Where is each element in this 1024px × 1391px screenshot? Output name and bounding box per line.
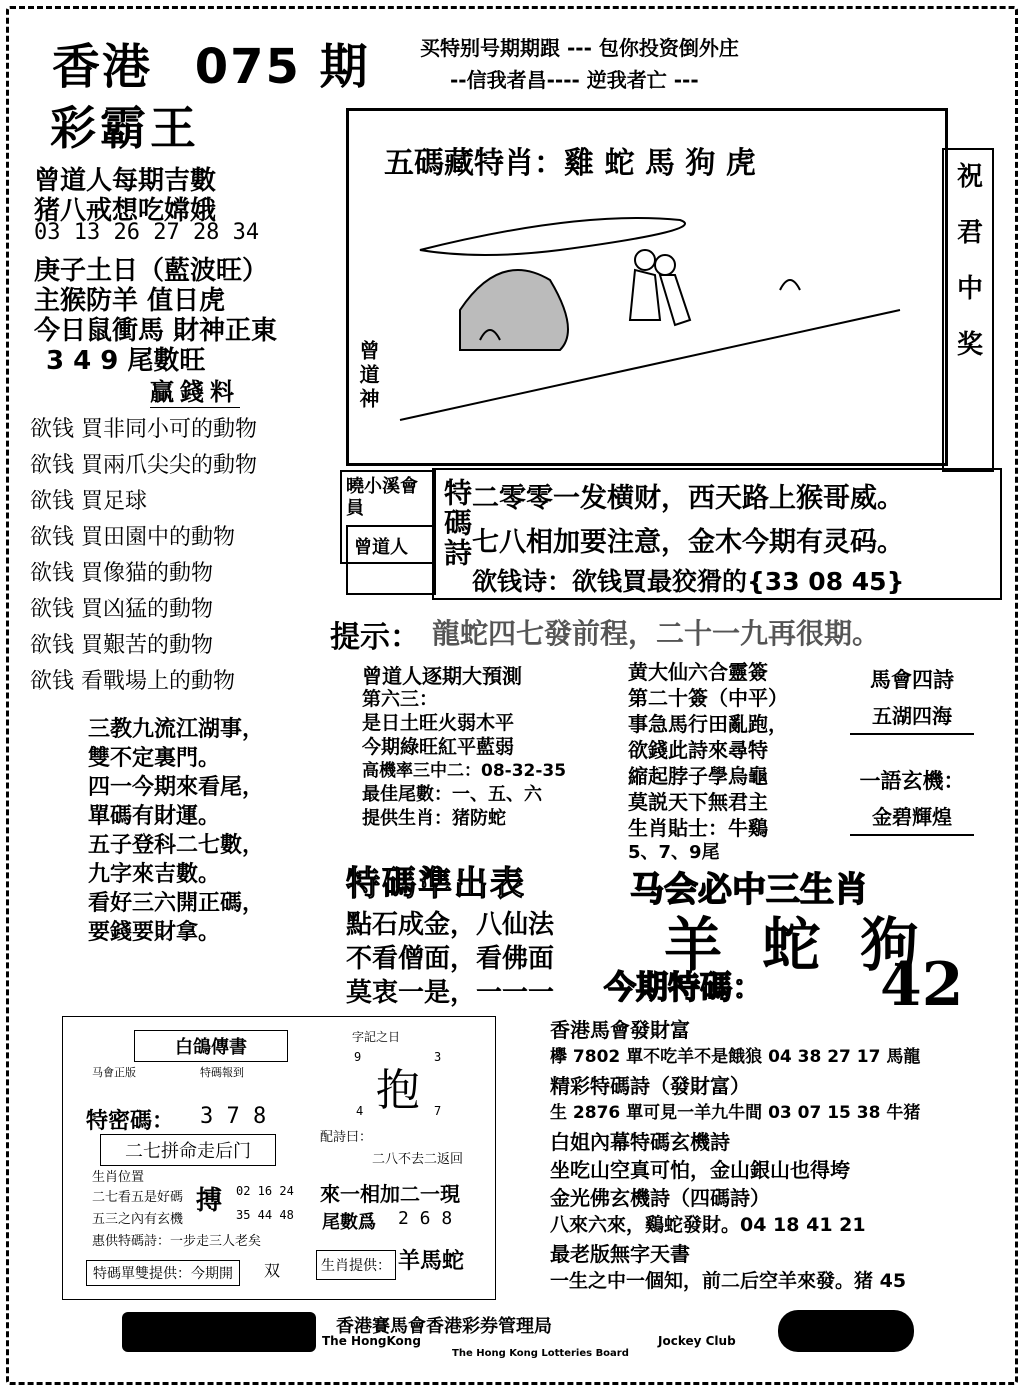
right-box — [850, 664, 974, 836]
issue-number: 075 — [194, 39, 301, 95]
huang-line: 事急馬行田亂跑， — [628, 712, 788, 736]
poem-label: 配詩曰： — [320, 1130, 373, 1145]
info-line: 今日鼠衝馬 財神正東 — [34, 316, 278, 346]
special-table-title: 特碼準出表 — [346, 864, 526, 904]
master-stamp — [346, 525, 436, 595]
side-vertical-box — [942, 148, 994, 472]
three-zodiac-title: 马会必中三生肖 — [630, 870, 868, 910]
riddle-item: 欲钱 買田園中的動物 — [30, 525, 235, 550]
fortune-line: 坐吃山空真可怕，金山銀山也得垮 — [550, 1158, 850, 1182]
jianghu-line: 雙不定裏門。 — [88, 746, 221, 771]
zodiac-value: 羊馬蛇 — [398, 1248, 465, 1274]
brand-title: 彩霸王 — [50, 101, 200, 155]
riddle-list — [30, 412, 257, 700]
fortune-line: 八來六來，鷄蛇發財。04 18 41 21 — [550, 1214, 866, 1236]
jianghu-line: 要錢要財拿。 — [88, 920, 221, 945]
info-line: 曾道人每期吉數 — [34, 166, 217, 196]
riddle-item: 欲钱 買像猫的動物 — [30, 561, 213, 586]
forecast-line: 高機率三中二：08-32-35 — [362, 761, 567, 781]
day-title: 字記之日 — [352, 1030, 401, 1044]
lucky-numbers: 03 13 26 27 28 34 — [34, 220, 260, 245]
hint-text: 龍蛇四七發前程，二十一九再很期。 — [432, 617, 881, 650]
zodiac-label: 生肖提供： — [316, 1250, 396, 1280]
tail-label: 尾數爲 — [322, 1212, 376, 1233]
slogan-2: --信我者昌---- 逆我者亡 --- — [450, 68, 699, 92]
good-luck-vertical: 祝君中奖 — [952, 162, 983, 386]
code-value: 3 7 8 — [200, 1104, 267, 1129]
hug-char: 抱 — [376, 1065, 420, 1116]
scan-line-2: 二七看五是好碼 — [92, 1190, 184, 1205]
tail-value: 2 6 8 — [398, 1208, 453, 1229]
issue-suffix: 期 — [319, 39, 370, 95]
info-line: 3 4 9 尾數旺 — [46, 346, 206, 376]
fortune-line: 金光佛玄機詩（四碼詩） — [550, 1186, 770, 1210]
scan-line-1: 生肖位置 — [92, 1170, 145, 1185]
huang-line: 黄大仙六合靈簽 — [628, 660, 768, 684]
poem-line-1: 二零零一发横财，西天路上猴哥威。 — [472, 483, 904, 514]
issue-header — [52, 28, 370, 97]
region-label: 香港 — [52, 39, 153, 95]
special-line: 點石成金，八仙法 — [346, 910, 555, 940]
huang-block — [628, 656, 788, 864]
riddle-item: 欲钱 買非同小可的動物 — [30, 417, 257, 442]
fortune-line: 白姐內幕特碼玄機詩 — [550, 1130, 730, 1154]
five-code-title: 五碼藏特肖：雞 蛇 馬 狗 虎 — [384, 146, 756, 181]
scan-phrase: 二七拼命走后门 — [100, 1134, 276, 1166]
scan-title: 白鴿傳書 — [134, 1030, 288, 1062]
bo-char: 搏 — [196, 1186, 223, 1216]
num-9: 9 — [354, 1050, 362, 1064]
info-line: 主猴防羊 值日虎 — [34, 286, 226, 316]
code-label: 特密碼： — [86, 1109, 175, 1134]
jianghu-line: 三教九流江湖事， — [88, 717, 265, 742]
forecast-line: 提供生肖：猪防蛇 — [362, 808, 506, 829]
fortune-line: 一生之中一個知，前二后空羊來發。猪 45 — [550, 1270, 907, 1292]
jianghu-poem — [88, 712, 264, 944]
twin-value: 双 — [264, 1261, 281, 1280]
info-line: 猪八戒想吃嫦娥 — [34, 196, 217, 226]
jianghu-line: 九字來吉數。 — [88, 862, 221, 887]
num-3: 3 — [434, 1050, 442, 1064]
left-vertical-label: 曾道神 — [356, 340, 380, 412]
stamp-text-2: 曾道人 — [354, 537, 408, 558]
jianghu-line: 看好三六開正碼， — [88, 891, 265, 916]
jianghu-line: 單碼有財運。 — [88, 804, 221, 829]
fortune-line: 香港馬會發財富 — [550, 1018, 690, 1042]
nums-2: 35 44 48 — [236, 1208, 294, 1222]
forecast-line: 第六三： — [362, 688, 439, 710]
footer-en-3: The Hong Kong Lotteries Board — [452, 1348, 629, 1359]
win-money-title: 贏錢料 — [150, 372, 240, 408]
three-zodiac-animals: 羊 蛇 狗 — [664, 911, 929, 979]
riddle-item: 欲钱 買艱苦的動物 — [30, 633, 213, 658]
golden-word: 金碧輝煌 — [850, 801, 974, 836]
special-poem-label: 特碼詩 — [440, 478, 473, 568]
footer-cn: 香港賽馬會香港彩券管理局 — [336, 1316, 552, 1337]
huang-line: 生肖貼士：牛鷄 — [628, 816, 768, 840]
riddle-item: 欲钱 買足球 — [30, 489, 147, 514]
huang-line: 莫説天下無君主 — [628, 790, 768, 814]
poem-text: 二八不去二返回 — [372, 1152, 464, 1167]
special-number: 42 — [880, 950, 964, 1020]
scan-line-3: 五三之內有玄機 — [92, 1212, 184, 1227]
num-7: 7 — [434, 1104, 442, 1118]
footer-en-2: Jockey Club — [658, 1334, 736, 1348]
forecast-line: 今期綠旺紅平藍弱 — [362, 736, 515, 758]
special-line: 莫衷一是，一一一 — [346, 978, 555, 1008]
footer-logo-left — [122, 1312, 316, 1352]
riddle-item: 欲钱 買凶猛的動物 — [30, 597, 213, 622]
info-line: 庚子土日（藍波旺） — [34, 256, 269, 286]
fortune-block — [550, 1014, 920, 1294]
num-4: 4 — [356, 1104, 364, 1118]
special-number-label: 今期特碼： — [604, 968, 765, 1006]
scan-line-4: 惠供特碼詩：一步走三人老矣 — [92, 1234, 262, 1249]
special-table-lines — [346, 904, 554, 1006]
hint-label: 提示： — [330, 620, 420, 655]
jianghu-line: 五子登科二七數， — [88, 833, 265, 858]
riddle-item: 欲钱 看戰場上的動物 — [30, 669, 235, 694]
huang-line: 5、7、9尾 — [628, 842, 720, 863]
scan-sub-2: 特碼報到 — [200, 1066, 244, 1079]
twin-label: 特碼單雙提供：今期開 — [86, 1260, 240, 1286]
special-line: 不看僧面，看佛面 — [346, 944, 555, 974]
fortune-line: 最老版無字天書 — [550, 1242, 690, 1266]
daily-info — [34, 160, 278, 376]
footer-logo-right — [778, 1310, 914, 1352]
illustration-scene — [380, 190, 920, 450]
fortune-line: 欅 7802 單不吃羊不是餓狼 04 38 27 17 馬龍 — [550, 1047, 921, 1067]
fortune-line: 精彩特碼詩（發財富） — [550, 1074, 750, 1098]
forecast-line: 是日土旺火弱木平 — [362, 712, 515, 734]
add-phrase: 來一相加二一現 — [320, 1182, 460, 1206]
forecast-line: 最佳尾數：一、五、六 — [362, 784, 542, 805]
forecast-title: 曾道人逐期大預測 — [362, 664, 522, 688]
nums-1: 02 16 24 — [236, 1184, 294, 1198]
forecast-block — [362, 660, 566, 828]
fortune-line: 生 2876 單可見一羊九牛間 03 07 15 38 牛猪 — [550, 1103, 921, 1123]
huang-line: 縮起脖子學烏龜 — [628, 764, 768, 788]
poem-box — [432, 468, 1002, 600]
poem-line-2: 七八相加要注意，金木今期有灵码。 — [472, 527, 904, 558]
one-word-label: 一語玄機： — [859, 769, 965, 793]
four-seas: 五湖四海 — [850, 700, 974, 735]
huang-line: 欲錢此詩來尋特 — [628, 738, 768, 762]
footer-en-1: The HongKong — [322, 1334, 421, 1348]
stamp-text: 曉小溪會員 — [346, 476, 418, 519]
jianghu-line: 四一今期來看尾， — [88, 775, 265, 800]
poem-line-3: 欲钱诗：欲钱買最狡猾的{33 08 45} — [472, 567, 905, 596]
riddle-item: 欲钱 買兩爪尖尖的動物 — [30, 453, 257, 478]
scan-sub-1: 马會正版 — [92, 1066, 136, 1079]
huang-line: 第二十簽（中平） — [628, 686, 788, 710]
four-poems-title: 馬會四詩 — [870, 668, 954, 692]
slogan-1: 买特别号期期跟 --- 包你投资倒外庄 — [420, 36, 739, 60]
